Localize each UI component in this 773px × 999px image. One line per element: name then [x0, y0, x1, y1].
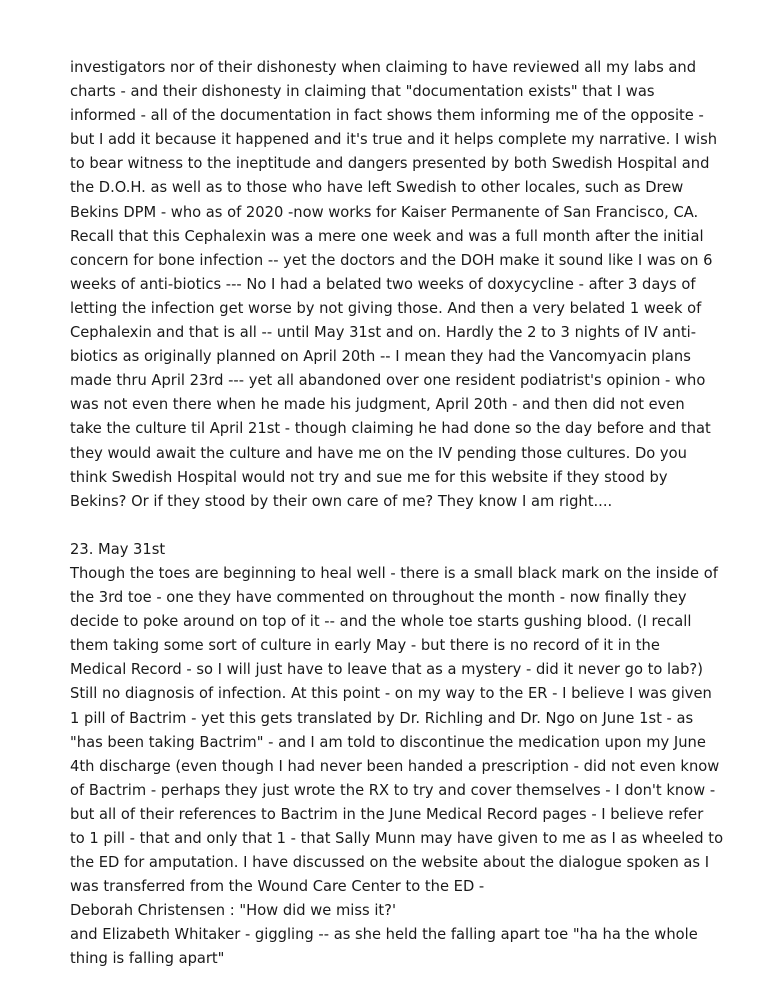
text-line: but I add it because it happened and it's true and it helps complete my narrative. I wish [70, 131, 718, 149]
text-line: made thru April 23rd --- yet all abandoned over one resident podiatrist's opinion - who [70, 372, 706, 390]
text-line: investigators nor of their dishonesty when claiming to have reviewed all my labs and [70, 59, 697, 76]
text-line: them taking some sort of culture in early May - but there is no record of it in the [70, 637, 660, 655]
text-line: was transferred from the Wound Care Center to the ED - [70, 878, 485, 896]
section-heading: 23. May 31st [70, 540, 166, 558]
text-line: letting the infection get worse by not giving those. And then a very belated 1 week of [70, 299, 702, 317]
text-line: 1 pill of Bactrim - yet this gets translated by Dr. Richling and Dr. Ngo on June 1st - as [70, 709, 694, 727]
text-line: the D.O.H. as well as to those who have left Swedish to other locales, such as Drew [70, 179, 684, 197]
text-line: they would await the culture and have me on the IV pending those cultures. Do you [70, 444, 687, 462]
text-line: Though the toes are beginning to heal well - there is a small black mark on the inside of [70, 564, 718, 582]
text-line: charts - and their dishonesty in claiming that "documentation exists" that I was [70, 83, 655, 101]
text-line: and Elizabeth Whitaker - giggling -- as she held the falling apart toe "ha ha the whole [70, 926, 698, 944]
text-line: Bekins? Or if they stood by their own care of me? They know I am right.... [70, 492, 613, 510]
text-line: Recall that this Cephalexin was a mere one week and was a full month after the initial [70, 227, 704, 245]
text-line: thing is falling apart" [70, 950, 225, 968]
document-page [70, 56, 730, 972]
text-line: weeks of anti-biotics --- No I had a belated two weeks of doxycycline - after 3 days of [70, 275, 696, 293]
text-line: of Bactrim - perhaps they just wrote the RX to try and cover themselves - I don't know - [70, 781, 716, 799]
paragraph-narrative [70, 56, 730, 514]
text-line: Bekins DPM - who as of 2020 -now works for Kaiser Permanente of San Francisco, CA. [70, 203, 699, 221]
paragraph-may-31st [70, 562, 730, 972]
text-line: informed - all of the documentation in fact shows them informing me of the opposite - [70, 107, 704, 125]
text-line: concern for bone infection -- yet the doctors and the DOH make it sound like I was on 6 [70, 251, 713, 269]
text-line: the 3rd toe - one they have commented on throughout the month - now finally they [70, 589, 687, 607]
text-line: "has been taking Bactrim" - and I am told to discontinue the medication upon my June [70, 733, 706, 751]
paragraph-gap [70, 514, 730, 538]
text-line: to bear witness to the ineptitude and dangers presented by both Swedish Hospital and [70, 155, 710, 173]
text-line: 4th discharge (even though I had never been handed a prescription - did not even know [70, 757, 720, 775]
text-line: was not even there when he made his judgment, April 20th - and then did not even [70, 396, 685, 414]
text-line: Deborah Christensen : "How did we miss it?' [70, 902, 397, 920]
text-line: Medical Record - so I will just have to leave that as a mystery - did it never go to lab?) [70, 661, 703, 679]
text-line: think Swedish Hospital would not try and sue me for this website if they stood by [70, 468, 668, 486]
text-line: decide to poke around on top of it -- and the whole toe starts gushing blood. (I recall [70, 613, 692, 631]
text-line: Cephalexin and that is all -- until May 31st and on. Hardly the 2 to 3 nights of IV anti- [70, 324, 696, 342]
text-line: the ED for amputation. I have discussed on the website about the dialogue spoken as I [70, 854, 710, 872]
text-line: biotics as originally planned on April 20th -- I mean they had the Vancomyacin plans [70, 348, 691, 366]
text-line: Still no diagnosis of infection. At this point - on my way to the ER - I believe I was given [70, 685, 712, 703]
text-line: but all of their references to Bactrim in the June Medical Record pages - I believe refer [70, 805, 704, 823]
text-line: to 1 pill - that and only that 1 - that Sally Munn may have given to me as I as wheeled to [70, 830, 724, 847]
text-line: take the culture til April 21st - though claiming he had done so the day before and that [70, 420, 711, 438]
